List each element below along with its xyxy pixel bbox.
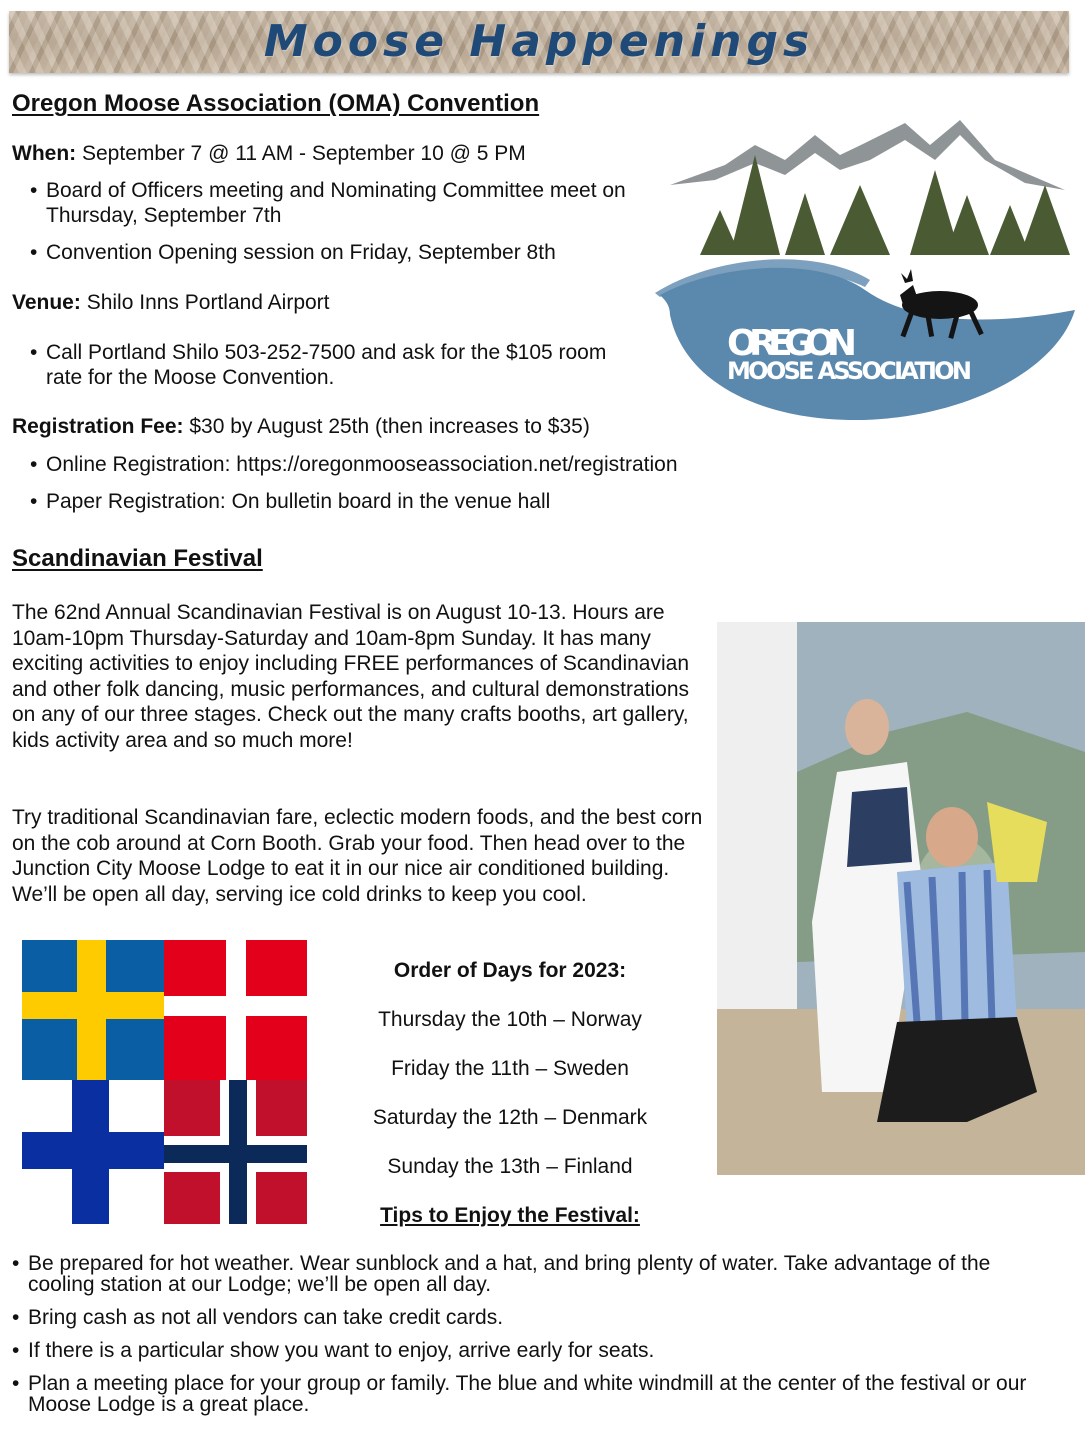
venue-label: Venue: xyxy=(12,291,81,314)
festival-heading: Scandinavian Festival xyxy=(12,545,263,572)
logo-line1: OREGON xyxy=(727,323,857,364)
header-banner xyxy=(9,11,1069,73)
mountains-trees-moose-icon xyxy=(655,115,1085,425)
day-item: Friday the 11th – Sweden xyxy=(391,1057,629,1080)
when-line xyxy=(12,141,526,166)
logo-line2: MOOSE ASSOCIATION xyxy=(727,357,972,385)
fee-label: Registration Fee: xyxy=(12,415,184,438)
dancers-illustration xyxy=(717,622,1085,1175)
norway-flag-icon xyxy=(164,1080,307,1224)
day-item: Thursday the 10th – Norway xyxy=(378,1008,642,1031)
finland-flag-icon xyxy=(22,1080,164,1224)
when-value: September 7 @ 11 AM - September 10 @ 5 PM xyxy=(82,142,526,165)
when-bullets xyxy=(12,178,632,265)
order-of-days-heading: Order of Days for 2023: xyxy=(393,959,627,982)
list-item: • Board of Officers meeting and Nominating Committee meet on Thursday, September 7th xyxy=(12,178,632,228)
nordic-flags-collage xyxy=(22,940,307,1224)
fee-line xyxy=(12,414,590,439)
day-item: Saturday the 12th – Denmark xyxy=(372,1106,648,1129)
fee-value: $30 by August 25th (then increases to $35) xyxy=(189,415,590,438)
newsletter-title: Moose Happenings xyxy=(263,16,815,67)
venue-bullets xyxy=(12,340,632,390)
tip-item: • Be prepared for hot weather. Wear sunblock and a hat, and bring plenty of water. Take advantage of the cooling station at our Lodge; we’ll be open all day. xyxy=(10,1253,1060,1295)
tip-item: • Bring cash as not all vendors can take credit cards. xyxy=(10,1307,1060,1328)
tips-heading: Tips to Enjoy the Festival: xyxy=(380,1204,640,1227)
tip-item: • If there is a particular show you want to enjoy, arrive early for seats. xyxy=(10,1340,1060,1361)
order-of-days xyxy=(330,958,690,1252)
oma-logo xyxy=(655,115,1085,425)
denmark-flag-icon xyxy=(164,940,307,1080)
day-item: Sunday the 13th – Finland xyxy=(387,1155,633,1178)
list-item: • Call Portland Shilo 503-252-7500 and ask for the $105 room rate for the Moose Convention. xyxy=(12,340,632,390)
sweden-flag-icon xyxy=(22,940,164,1080)
fee-bullets xyxy=(12,452,812,514)
registration-link-item[interactable]: • Online Registration: https://oregonmooseassociation.net/registration xyxy=(12,452,812,477)
festival-paragraph-2: Try traditional Scandinavian fare, eclectic modern foods, and the best corn on the cob around at Corn Booth. Grab your food. Then head over to the Junction City Moose Lodge to eat it in our nice air conditioned building. We’ll be open all day, serving ice cold drinks to keep you cool. xyxy=(12,806,703,906)
tip-item: • Plan a meeting place for your group or family. The blue and white windmill at the center of the festival or our Moose Lodge is a great place. xyxy=(10,1373,1060,1415)
venue-line xyxy=(12,290,330,315)
list-item: • Convention Opening session on Friday, September 8th xyxy=(12,240,632,265)
folk-dancers-photo xyxy=(717,622,1085,1175)
list-item: • Paper Registration: On bulletin board in the venue hall xyxy=(12,489,812,514)
venue-value: Shilo Inns Portland Airport xyxy=(86,291,330,314)
oma-heading: Oregon Moose Association (OMA) Convention xyxy=(12,90,540,117)
festival-paragraph-1: The 62nd Annual Scandinavian Festival is on August 10-13. Hours are 10am-10pm Thursday-Saturday and 10am-8pm Sunday. It has many exciting activities to enjoy including FREE performances of Scandinavian and other folk dancing, music performances, and cultural demonstrations on any of our three stages. Check out the many crafts booths, art gallery, kids activity area and so much more! xyxy=(12,601,690,752)
tips-list xyxy=(10,1253,1060,1427)
when-label: When: xyxy=(12,142,77,165)
